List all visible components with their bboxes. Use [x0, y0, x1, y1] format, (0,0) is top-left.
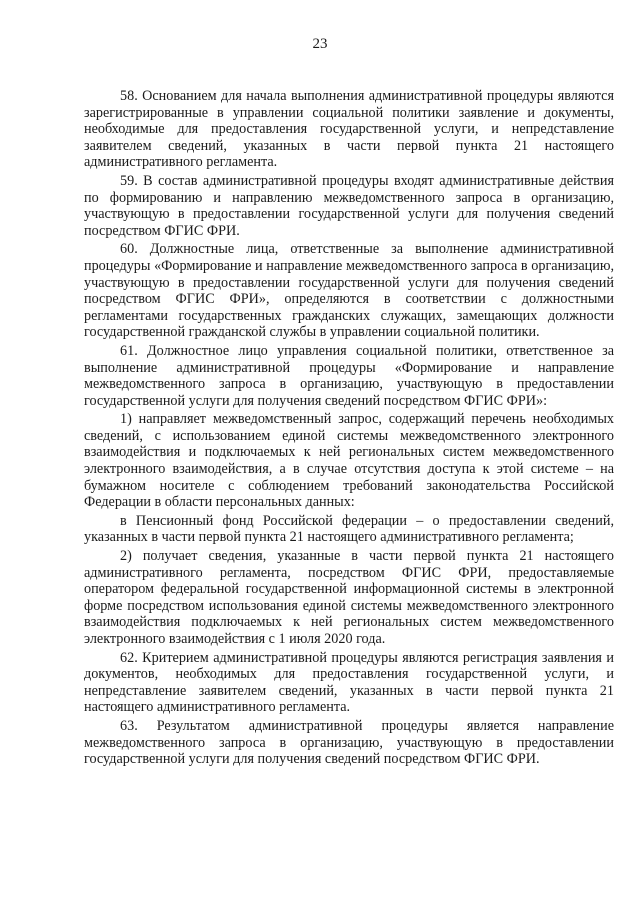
paragraph-62: 62. Критерием административной процедуры являются регистрация заявления и документов, необходимых для предоставления государственной услуги, и непредставление заявителем сведений, указанных в части первой пункта 21 настоящего административного регламента. — [84, 649, 614, 716]
paragraph-61-item-1: 1) направляет межведомственный запрос, содержащий перечень необходимых сведений, с использованием единой системы межведомственного электронного взаимодействия и подключаемых к ней региональных систем межведомственного электронного взаимодействия, а в случае отсутствия доступа к этой системе – на бумажном носителе с соблюдением требований законодательства Российской Федерации в области персональных данных: — [84, 411, 614, 511]
document-body — [84, 88, 614, 770]
paragraph-59: 59. В состав административной процедуры входят административные действия по формированию и направлению межведомственного запроса в организацию, участвующую в предоставлении государственной услуги для получения сведений посредством ФГИС ФРИ. — [84, 172, 614, 239]
paragraph-63: 63. Результатом административной процедуры является направление межведомственного запроса в организацию, участвующую в предоставлении государственной услуги для получения сведений посредством ФГИС ФРИ. — [84, 717, 614, 768]
paragraph-60: 60. Должностные лица, ответственные за выполнение административной процедуры «Формирование и направление межведомственного запроса в организацию, участвующую в предоставлении государственной услуги для получения сведений посредством ФГИС ФРИ», определяются в соответствии с должностными регламентами государственных гражданских служащих, замещающих должности государственной гражданской службы в управлении социальной политики. — [84, 241, 614, 341]
page-number: 23 — [312, 36, 328, 52]
paragraph-61-item-2: 2) получает сведения, указанные в части первой пункта 21 настоящего административного регламента, посредством ФГИС ФРИ, предоставляемые оператором федеральной государственной информационной системы в электронной форме посредством использования единой системы межведомственного электронного взаимодействия подключаемых к ней региональных систем межведомственного электронного взаимодействия с 1 июля 2020 года. — [84, 548, 614, 647]
paragraph-61-item-1-pension-fund: в Пенсионный фонд Российской федерации – о предоставлении сведений, указанных в части первой пункта 21 настоящего административного регламента; — [84, 512, 614, 546]
paragraph-58: 58. Основанием для начала выполнения административной процедуры являются зарегистрированные в управлении социальной политики заявление и документы, необходимые для предоставления государственной услуги, и непредставление заявителем сведений, указанных в части первой пункта 21 настоящего административного регламента. — [84, 88, 614, 171]
paragraph-61: 61. Должностное лицо управления социальной политики, ответственное за выполнение административной процедуры «Формирование и направление межведомственного запроса в организацию, участвующую в предоставлении государственной услуги для получения сведений посредством ФГИС ФРИ»: — [84, 342, 614, 409]
